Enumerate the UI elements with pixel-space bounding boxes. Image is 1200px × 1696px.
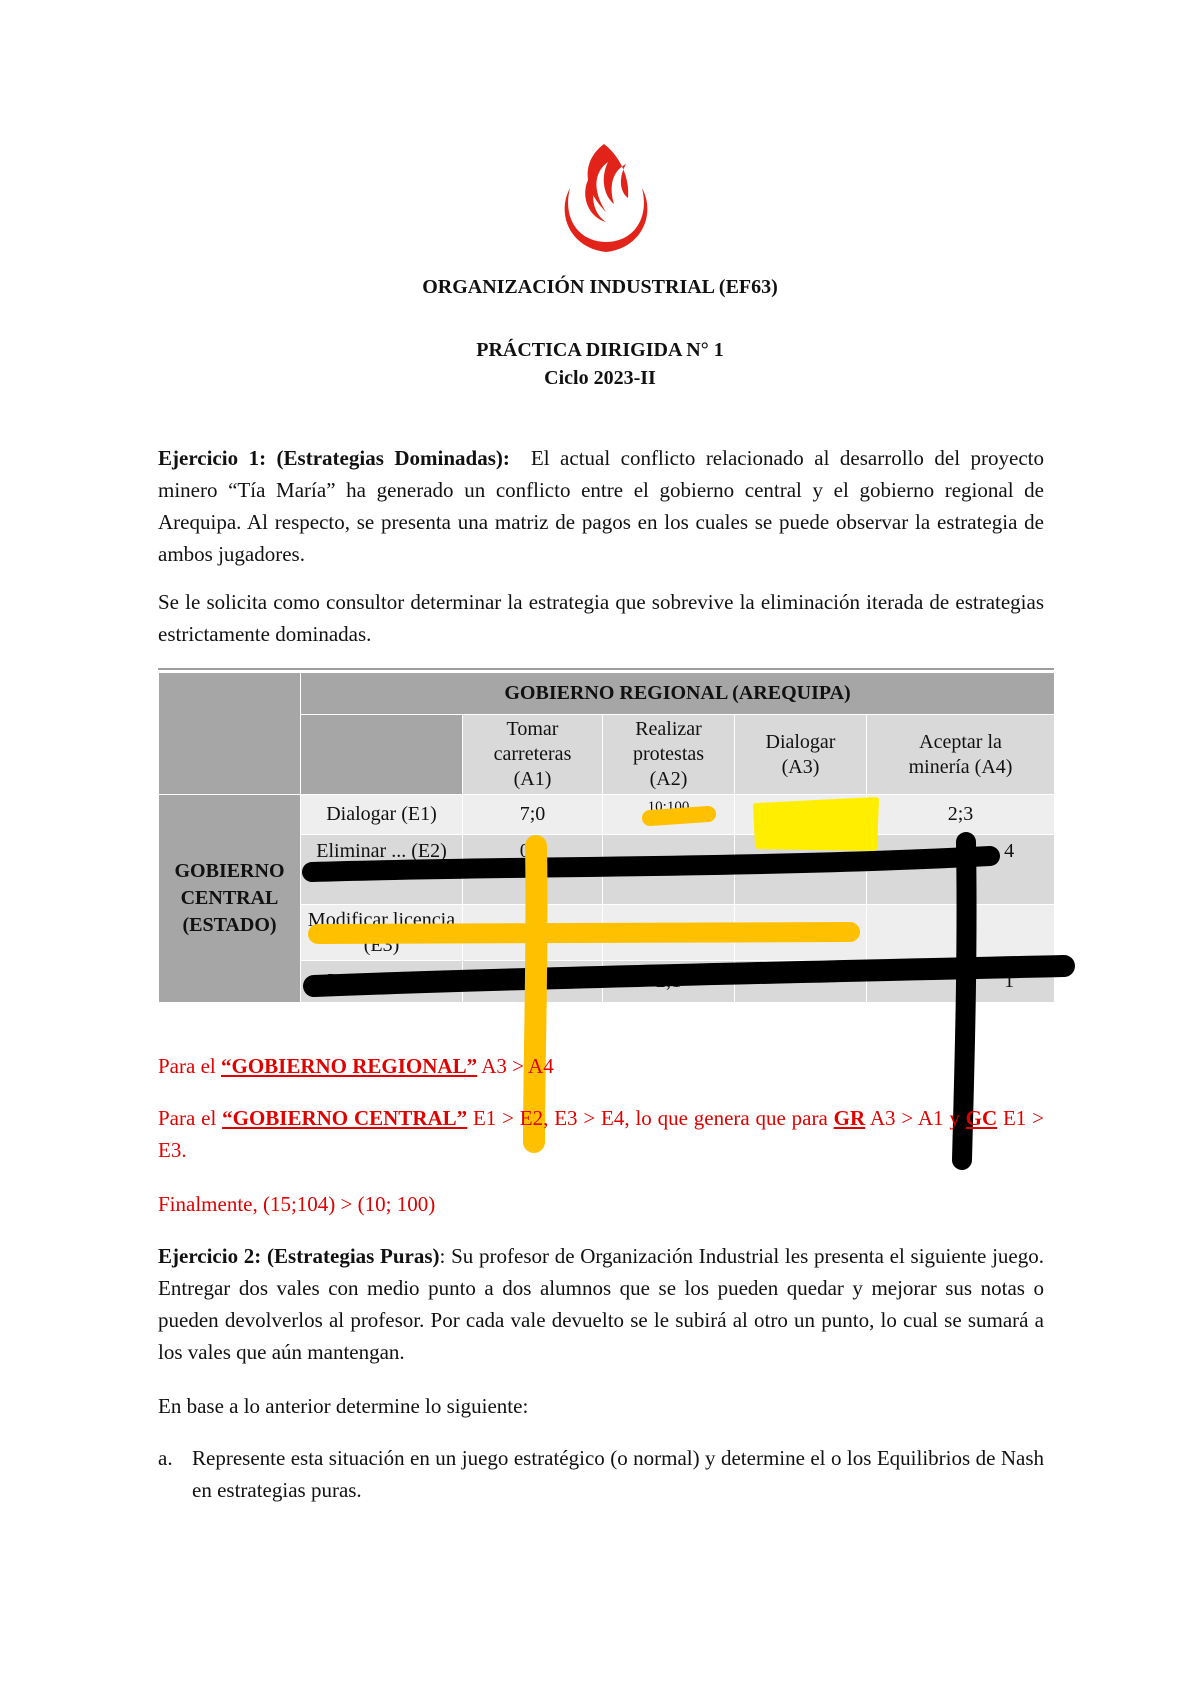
cell-e2-a3 — [735, 835, 867, 905]
item-a-text: Represente esta situación en un juego estratégico (o normal) y determine el o los Equilibrios de Nash en estrategias puras. — [192, 1446, 1044, 1502]
answer-central-text-2: A3 > A1 y — [865, 1106, 966, 1130]
row-label-e1: Dialogar (E1) — [301, 795, 463, 835]
answer-regional — [158, 1050, 1044, 1082]
answer-regional-key: “GOBIERNO REGIONAL” — [220, 1054, 478, 1078]
course-title: ORGANIZACIÓN INDUSTRIAL (EF63) — [422, 276, 778, 298]
matrix-corner — [159, 673, 301, 795]
matrix-subcorner — [301, 715, 463, 795]
cell-e4-a4: 1 — [867, 961, 1055, 1003]
cell-e2-a4: 4 — [867, 835, 1055, 905]
cell-e3-a3 — [735, 905, 867, 961]
exercise-1-paragraph — [158, 442, 1044, 570]
exercise-2-title: Ejercicio 2: (Estrategias Puras) — [158, 1244, 440, 1268]
answer-final: Finalmente, (15;104) > (10; 100) — [158, 1192, 436, 1216]
exercise-1-title: Ejercicio 1: (Estrategias Dominadas): — [158, 446, 510, 470]
answer-central-gr: GR — [833, 1106, 866, 1130]
exercise-1-instruction: Se le solicita como consultor determinar la estrategia que sobrevive la eliminación iterada de estrategias estrictamente dominadas. — [158, 590, 1044, 646]
row-label-e3: Modificar licencia (E3) — [301, 905, 463, 961]
cell-e3-a1 — [463, 905, 603, 961]
col-header-a3: Dialogar (A3) — [735, 715, 867, 795]
table-top-rule — [158, 668, 1054, 670]
cell-e3-a2 — [603, 905, 735, 961]
item-a-marker: a. — [158, 1446, 173, 1470]
cell-e4-a3 — [735, 961, 867, 1003]
row-label-e2: Eliminar ... (E2) — [301, 835, 463, 905]
col-header-a4: Aceptar la minería (A4) — [867, 715, 1055, 795]
practice-title: PRÁCTICA DIRIGIDA N° 1 — [476, 339, 724, 361]
cell-e3-a4 — [867, 905, 1055, 961]
cell-e1-a4: 2;3 — [867, 795, 1055, 835]
answer-central-result: E1 > E3. — [158, 1106, 1044, 1162]
cell-e2-a1: 0;6 — [463, 835, 603, 905]
exercise-2-paragraph — [158, 1240, 1044, 1368]
answer-central-gc: GC — [965, 1106, 998, 1130]
answer-central-key: “GOBIERNO CENTRAL” — [222, 1106, 468, 1130]
col-header-a2: Realizar protestas (A2) — [603, 715, 735, 795]
exercise-2-instruction: En base a lo anterior determine lo siguiente: — [158, 1394, 529, 1418]
payoff-matrix — [158, 672, 1055, 1003]
cell-e4-a2: 2;1 — [603, 961, 735, 1003]
cell-e1-a2: 10;100 — [603, 795, 735, 835]
col-header-a1: Tomar carreteras (A1) — [463, 715, 603, 795]
answer-regional-prefix: Para el — [158, 1054, 221, 1078]
row-player-header: GOBIERNO CENTRAL (ESTADO) — [159, 795, 301, 1003]
column-player-header: GOBIERNO REGIONAL (AREQUIPA) — [301, 673, 1055, 715]
cell-e1-a3 — [735, 795, 867, 835]
cell-e4-a1: 1;20 — [463, 961, 603, 1003]
answer-central — [158, 1102, 1044, 1166]
answer-regional-result: A3 > A4 — [477, 1054, 554, 1078]
exercise-2-text: : Su profesor de Organización Industrial les presenta el siguiente juego. Entregar dos vales con medio punto a dos alumnos que se los pueden quedar y mejorar sus notas o pueden devolverlos al profesor. Por cada vale devuelto se le subirá al otro un punto, lo cual se sumará a los vales que aún mantengan. — [158, 1244, 1044, 1364]
exercise-1-text: El actual conflicto relacionado al desarrollo del proyecto minero “Tía María” ha generado un conflicto entre el gobierno central y el gobierno regional de Arequipa. Al respecto, se presenta una matriz de pagos en los cuales se puede observar la estrategia de ambos jugadores. — [158, 446, 1044, 566]
answer-central-text: E1 > E2, E3 > E4, lo que genera que para — [467, 1106, 834, 1130]
cell-e1-a1: 7;0 — [463, 795, 603, 835]
cell-e2-a2 — [603, 835, 735, 905]
university-logo — [548, 140, 664, 256]
row-label-e4: Imponer (E4) — [301, 961, 463, 1003]
answer-central-prefix: Para el — [158, 1106, 223, 1130]
cycle-label: Ciclo 2023-II — [544, 367, 656, 389]
